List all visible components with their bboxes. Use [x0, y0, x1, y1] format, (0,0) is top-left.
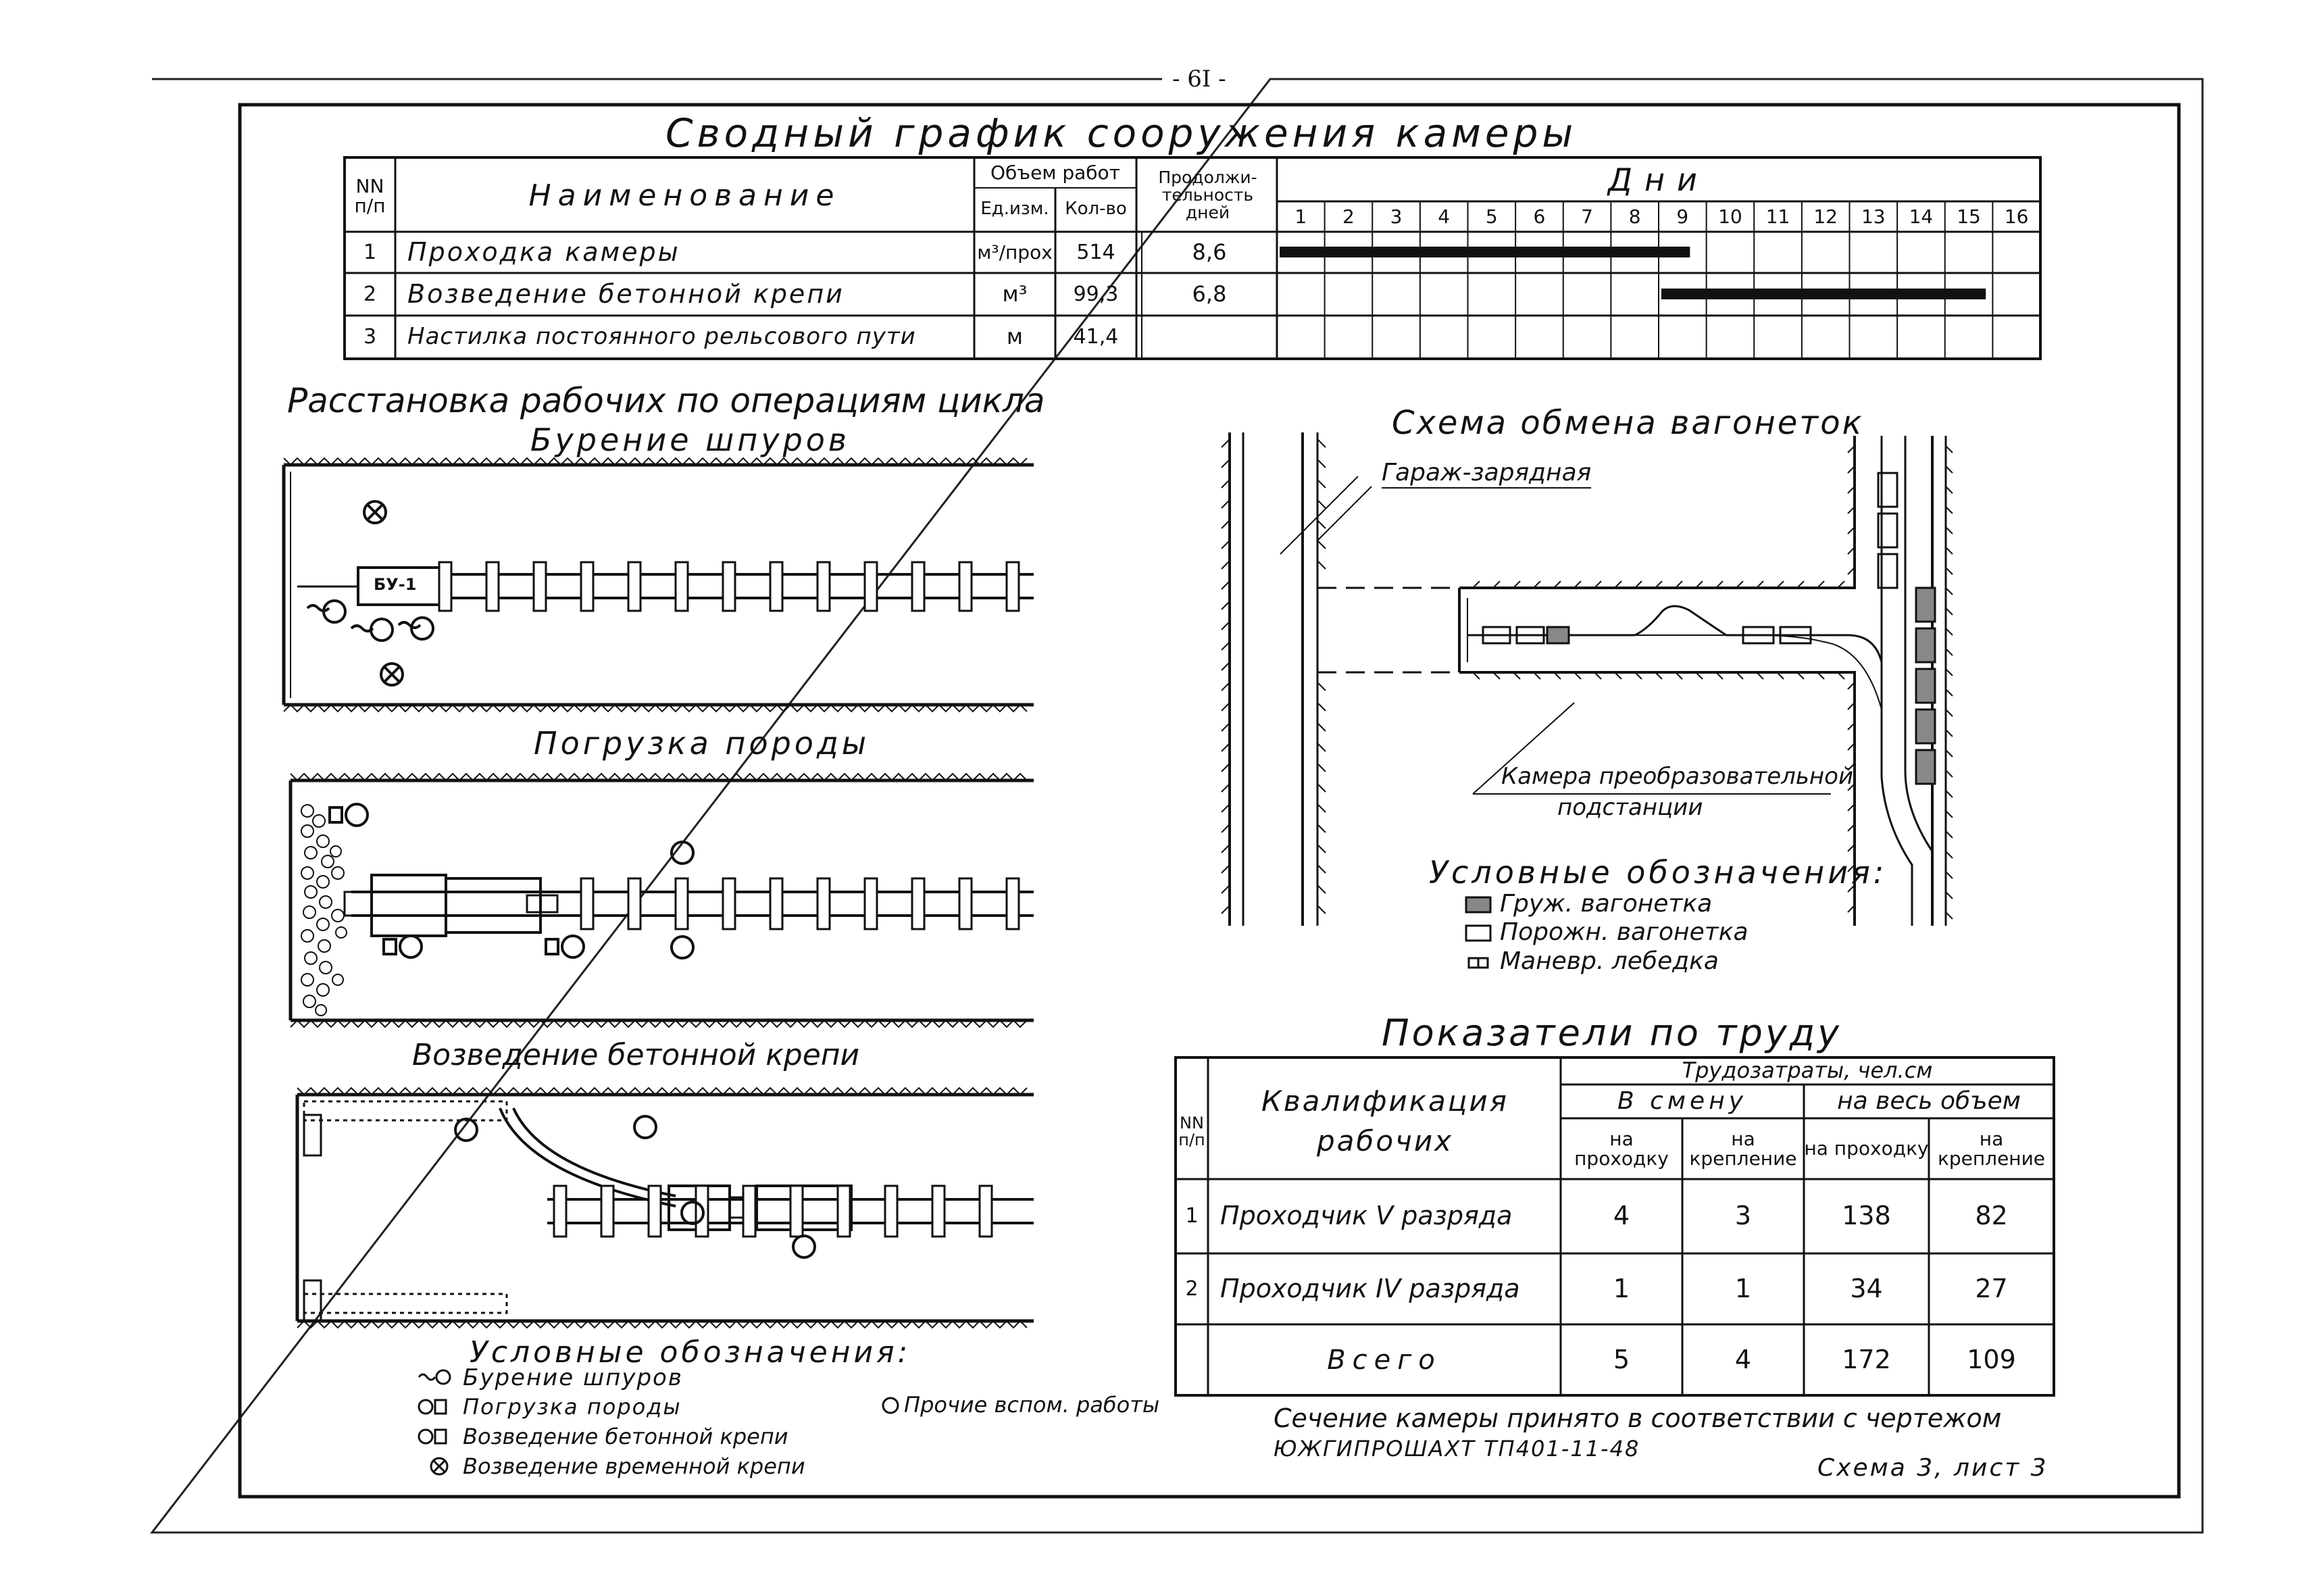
labor-row-value: 1 — [1734, 1273, 1752, 1303]
labor-row-value: 82 — [1975, 1201, 2008, 1231]
scheme-wagons — [1547, 473, 1935, 784]
labor-title: Показатели по труду — [1382, 1012, 1842, 1054]
chamber-label-line2: подстанции — [1557, 794, 1703, 821]
rail-sleeper — [581, 562, 593, 611]
rail-sleeper — [486, 562, 499, 611]
row-number: 2 — [363, 282, 377, 306]
row-duration: 8,6 — [1192, 239, 1227, 265]
rail-sleeper — [959, 562, 972, 611]
schedule-header-nn: NN п/п — [354, 174, 386, 217]
schedule-header-unit: Ед.изм. — [980, 199, 1049, 220]
row-qty: 41,4 — [1073, 325, 1119, 349]
rail-sleeper — [980, 1186, 992, 1237]
rail-sleeper — [912, 878, 924, 929]
rail-sleeper — [676, 562, 688, 611]
rail-sleeper — [865, 562, 877, 611]
concrete-title: Возведение бетонной крепи — [412, 1038, 860, 1072]
day-label: 6 — [1533, 205, 1546, 228]
rail-sleeper — [628, 562, 640, 611]
labor-row-name: Проходчик IV разряда — [1220, 1273, 1520, 1303]
rail-sleeper — [1007, 878, 1019, 929]
rail-sleeper — [581, 878, 593, 929]
rail-sleeper — [885, 1186, 897, 1237]
exchange-legend-item: Порожн. вагонетка — [1500, 918, 1749, 946]
exchange-legend-item: Груж. вагонетка — [1500, 890, 1713, 918]
exchange-legend-item: Маневр. лебедка — [1500, 947, 1719, 975]
legend-left-item: Возведение временной крепи — [463, 1453, 805, 1479]
day-label: 4 — [1438, 205, 1451, 228]
labor-header-total: на весь объем — [1837, 1087, 2021, 1116]
row-name: Проходка камеры — [407, 236, 680, 267]
row-duration: 6,8 — [1192, 280, 1227, 307]
labor-row-number: 2 — [1185, 1276, 1199, 1301]
gantt-bar — [1661, 289, 1986, 299]
labor-row-value: 27 — [1975, 1273, 2008, 1303]
row-number: 1 — [363, 240, 377, 264]
garage-label: Гараж-зарядная — [1382, 461, 1591, 489]
labor-row-value: 172 — [1842, 1344, 1891, 1374]
labor-row-number: 1 — [1185, 1204, 1199, 1228]
labor-header-costs: Трудозатраты, чел.см — [1682, 1057, 1933, 1084]
rail-sleeper — [649, 1186, 661, 1237]
rail-sleeper — [770, 878, 782, 929]
day-label: 5 — [1485, 205, 1498, 228]
labor-header-tunnel: на проходку — [1804, 1137, 1929, 1160]
loading-title: Погрузка породы — [534, 725, 870, 762]
exchange-legend-title: Условные обозначения: — [1429, 854, 1888, 891]
schedule-header-duration: Продолжи- тельность дней — [1158, 167, 1257, 223]
labor-row-name: Всего — [1327, 1344, 1442, 1376]
page-title: Сводный график сооружения камеры — [665, 110, 1578, 156]
day-label: 1 — [1294, 205, 1307, 228]
row-unit: м³/прох — [977, 241, 1053, 264]
day-label: 7 — [1581, 205, 1593, 228]
labor-header-nn: NN п/п — [1178, 1113, 1205, 1149]
worker-symbols — [307, 501, 815, 1257]
day-label: 14 — [1909, 205, 1934, 228]
rail-sleeper — [770, 562, 782, 611]
chamber-label-line1: Камера преобразовательной — [1501, 763, 1854, 790]
row-qty: 99,3 — [1073, 282, 1119, 306]
day-label: 15 — [1957, 205, 1981, 228]
labor-row-value: 4 — [1734, 1344, 1752, 1374]
exchange-legend-symbols — [1466, 897, 1490, 968]
rail-sleeper — [838, 1186, 850, 1237]
labor-row-name: Проходчик V разряда — [1220, 1201, 1513, 1231]
rail-sleeper — [676, 878, 688, 929]
day-label: 3 — [1390, 205, 1403, 228]
rail-sleeper — [743, 1186, 755, 1237]
rail-sleeper — [790, 1186, 803, 1237]
legend-left-other: Прочие вспом. работы — [904, 1392, 1160, 1418]
legend-left-title: Условные обозначения: — [470, 1335, 911, 1370]
labor-header-tunnel: на проходку — [1574, 1127, 1669, 1170]
rail-sleeper — [818, 878, 830, 929]
labor-row-value: 34 — [1850, 1273, 1883, 1303]
row-qty: 514 — [1076, 240, 1115, 264]
rail-sleeper — [959, 878, 972, 929]
legend-left-item: Возведение бетонной крепи — [463, 1424, 788, 1449]
day-label: 8 — [1628, 205, 1641, 228]
day-label: 12 — [1813, 205, 1838, 228]
row-unit: м — [1006, 324, 1024, 350]
drill-label: БУ-1 — [374, 575, 417, 594]
rail-sleeper — [723, 878, 735, 929]
row-number: 3 — [363, 325, 377, 349]
exchange-scheme-title: Схема обмена вагонеток — [1392, 404, 1864, 442]
labor-header-support: на крепление — [1937, 1127, 2046, 1170]
drilling-title: Бурение шпуров — [530, 422, 851, 458]
rail-sleeper — [818, 562, 830, 611]
rail-sleeper — [439, 562, 451, 611]
day-label: 11 — [1765, 205, 1790, 228]
exchange-scheme-drawing — [1230, 432, 1946, 926]
row-name: Настилка постоянного рельсового пути — [407, 323, 916, 351]
drilling-rail-sleepers — [439, 562, 1019, 611]
rail-sleeper — [628, 878, 640, 929]
rail-sleeper — [932, 1186, 945, 1237]
day-label: 10 — [1718, 205, 1742, 228]
workers-section-title: Расстановка рабочих по операциям цикла — [287, 381, 1045, 420]
row-name: Возведение бетонной крепи — [407, 278, 845, 309]
labor-row-value: 4 — [1613, 1201, 1630, 1231]
note-line-2: ЮЖГИПРОШАХТ ТП401-11-48 — [1274, 1436, 1640, 1462]
labor-row-value: 3 — [1734, 1201, 1752, 1231]
scheme-hatching — [1222, 439, 1953, 919]
rail-sleeper — [865, 878, 877, 929]
labor-row-number — [1176, 1324, 1208, 1395]
concrete-tunnel-drawing — [297, 1088, 1034, 1328]
labor-row-value: 109 — [1967, 1344, 2016, 1374]
legend-left-item: Бурение шпуров — [463, 1364, 683, 1391]
day-label: 2 — [1342, 205, 1355, 228]
rail-sleeper — [1007, 562, 1019, 611]
schedule-header-days: Дни — [1608, 161, 1709, 198]
sheet-label: Схема 3, лист 3 — [1817, 1454, 2048, 1482]
rail-sleeper — [912, 562, 924, 611]
rail-sleeper — [554, 1186, 566, 1237]
loading-rail-sleepers — [581, 878, 1019, 929]
labor-row-value: 1 — [1613, 1273, 1630, 1303]
labor-header-support: на крепление — [1689, 1127, 1797, 1170]
day-label: 16 — [2004, 205, 2029, 228]
labor-header-qualification: Квалификация рабочих — [1261, 1084, 1509, 1157]
schedule-header-qty: Кол-во — [1065, 199, 1127, 220]
note-line-1: Сечение камеры принято в соответствии с чертежом — [1274, 1403, 2002, 1433]
labor-row-value: 5 — [1613, 1344, 1630, 1374]
legend-left-item: Погрузка породы — [463, 1394, 682, 1420]
day-label: 13 — [1861, 205, 1886, 228]
row-unit: м³ — [1002, 280, 1028, 307]
labor-row-value: 138 — [1842, 1201, 1891, 1231]
rail-sleeper — [534, 562, 546, 611]
rail-sleeper — [601, 1186, 613, 1237]
rock-pile — [301, 805, 347, 1016]
schedule-header-name: Наименование — [528, 178, 841, 213]
row-duration — [1142, 316, 1277, 359]
schedule-header-volume: Объем работ — [990, 161, 1120, 184]
gantt-bar — [1280, 247, 1690, 257]
day-label: 9 — [1676, 205, 1689, 228]
rail-sleeper — [723, 562, 735, 611]
labor-header-shift: В смену — [1617, 1087, 1748, 1116]
page-number: - 6I - — [1172, 66, 1226, 93]
